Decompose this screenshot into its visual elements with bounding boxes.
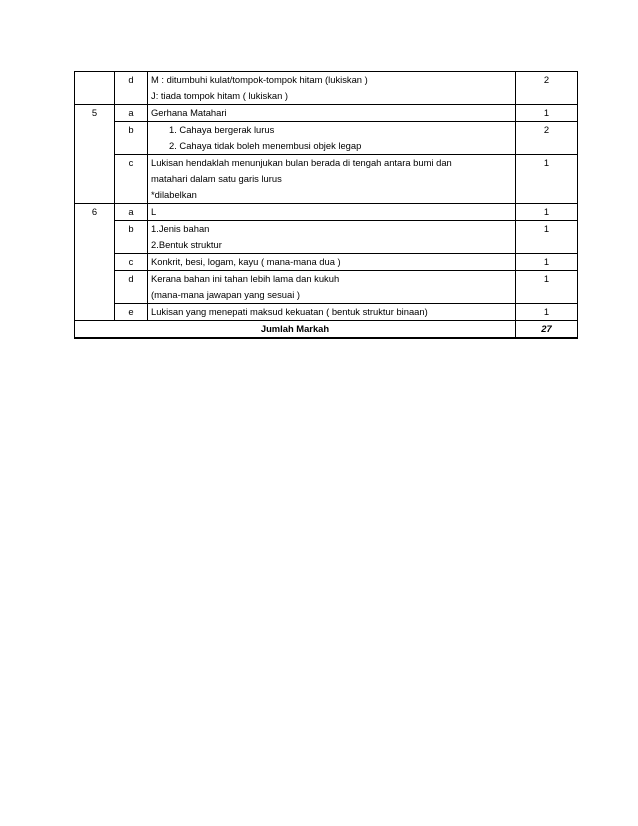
answer-line: Lukisan hendaklah menunjukan bulan berada di tengah antara bumi dan [151, 157, 452, 168]
table-row [75, 105, 578, 122]
answer-line: 2. Cahaya tidak boleh menembusi objek legap [169, 140, 362, 151]
table-row [75, 254, 578, 271]
sub-question-letter: c [115, 254, 148, 271]
answer-cell [148, 271, 516, 304]
question-number [75, 72, 115, 105]
mark-value: 2 [516, 122, 578, 155]
mark-value: 1 [516, 221, 578, 254]
table-body [75, 72, 578, 321]
table-row [75, 122, 578, 155]
answer-cell [148, 155, 516, 204]
answer-cell [148, 204, 516, 221]
sub-question-letter: c [115, 155, 148, 204]
marking-scheme-table [74, 71, 578, 339]
answer-line: 1. Cahaya bergerak lurus [169, 124, 275, 135]
answer-cell [148, 72, 516, 105]
answer-line: 2.Bentuk struktur [151, 239, 222, 250]
question-number: 5 [75, 105, 115, 204]
answer-cell [148, 304, 516, 321]
answer-line: M : ditumbuhi kulat/tompok-tompok hitam (lukiskan ) [151, 74, 368, 85]
table-row [75, 271, 578, 304]
answer-line: 1.Jenis bahan [151, 223, 210, 234]
answer-line: *dilabelkan [151, 189, 197, 200]
sub-question-letter: e [115, 304, 148, 321]
answer-cell [148, 254, 516, 271]
mark-value: 1 [516, 155, 578, 204]
mark-value: 1 [516, 254, 578, 271]
total-label: Jumlah Markah [75, 321, 516, 339]
mark-value: 2 [516, 72, 578, 105]
total-row [75, 321, 578, 339]
sub-question-letter: d [115, 271, 148, 304]
sub-question-letter: a [115, 204, 148, 221]
table-row [75, 304, 578, 321]
table-row [75, 155, 578, 204]
mark-value: 1 [516, 105, 578, 122]
total-value: 27 [516, 321, 578, 339]
table-row [75, 221, 578, 254]
answer-line: (mana-mana jawapan yang sesuai ) [151, 289, 301, 300]
answer-cell [148, 105, 516, 122]
answer-line: Konkrit, besi, logam, kayu ( mana-mana dua ) [151, 256, 341, 267]
sub-question-letter: a [115, 105, 148, 122]
question-number: 6 [75, 204, 115, 321]
answer-cell [148, 122, 516, 155]
answer-line: Gerhana Matahari [151, 107, 227, 118]
answer-line: Kerana bahan ini tahan lebih lama dan kukuh [151, 273, 340, 284]
answer-cell [148, 221, 516, 254]
answer-line: J: tiada tompok hitam ( lukiskan ) [151, 90, 289, 101]
mark-value: 1 [516, 271, 578, 304]
sub-question-letter: b [115, 122, 148, 155]
mark-value: 1 [516, 204, 578, 221]
mark-value: 1 [516, 304, 578, 321]
sub-question-letter: b [115, 221, 148, 254]
answer-line: matahari dalam satu garis lurus [151, 173, 282, 184]
answer-line: L [151, 206, 157, 217]
answer-line: Lukisan yang menepati maksud kekuatan ( bentuk struktur binaan) [151, 306, 428, 317]
table-row [75, 72, 578, 105]
sub-question-letter: d [115, 72, 148, 105]
table-row [75, 204, 578, 221]
